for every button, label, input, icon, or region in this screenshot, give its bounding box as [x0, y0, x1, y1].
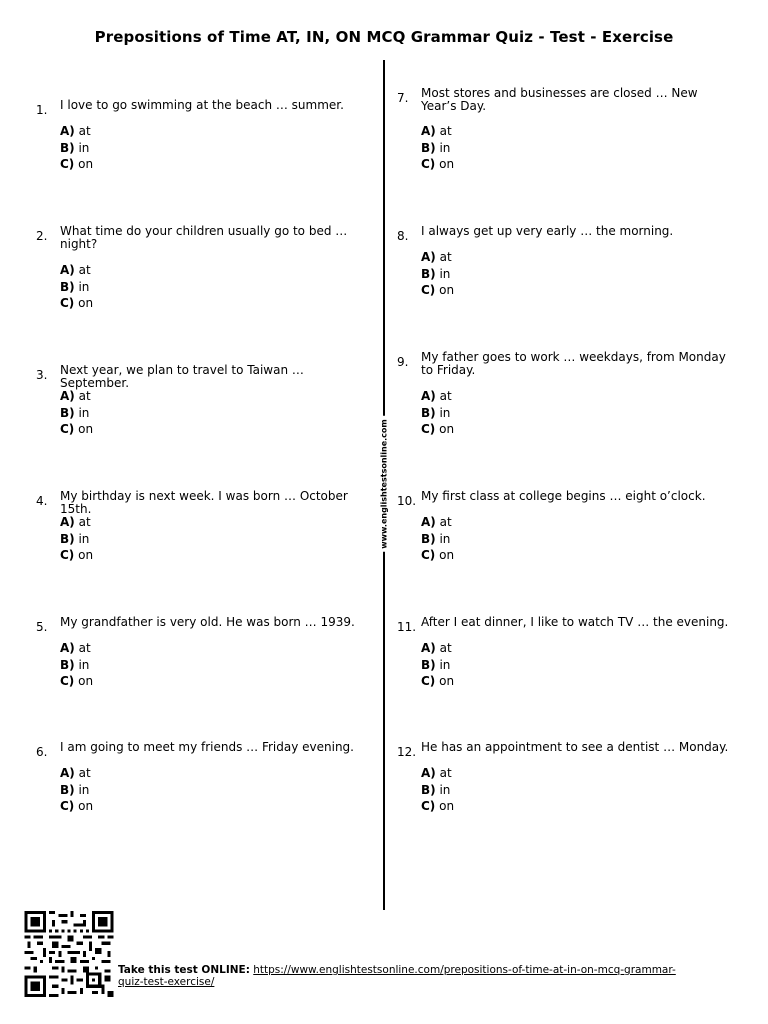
option-c[interactable]	[421, 421, 454, 438]
option-text: in	[78, 140, 90, 155]
option-c[interactable]	[60, 295, 93, 312]
option-letter: A)	[421, 389, 436, 403]
options-list	[60, 388, 93, 438]
option-c[interactable]	[60, 421, 93, 438]
option-text: on	[78, 422, 94, 436]
option-c[interactable]	[60, 798, 93, 815]
question-text: I am going to meet my friends … Friday evening.	[60, 740, 354, 754]
option-letter: C)	[60, 674, 75, 688]
options-list	[60, 640, 93, 690]
question-text: I always get up very early … the morning.	[421, 224, 674, 238]
option-text: on	[78, 799, 94, 813]
option-letter: C)	[60, 799, 75, 813]
option-c[interactable]	[60, 673, 93, 690]
option-letter: C)	[60, 548, 75, 562]
option-b[interactable]	[60, 782, 93, 799]
watermark-text: www.englishtestsonline.com	[378, 416, 391, 552]
options-list	[421, 765, 454, 815]
option-c[interactable]	[421, 798, 454, 815]
option-text: on	[439, 157, 455, 171]
option-text: at	[439, 124, 452, 138]
option-a[interactable]	[421, 249, 454, 266]
option-a[interactable]	[60, 640, 93, 657]
option-c[interactable]	[60, 547, 93, 564]
option-a[interactable]	[421, 388, 454, 405]
option-letter: A)	[421, 515, 436, 529]
test-url-link[interactable]: https://www.englishtestsonline.com/prepositions-of-time-at-in-on-mcq-grammar-quiz-test-exercise/	[118, 964, 676, 988]
option-letter: C)	[60, 296, 75, 310]
option-text: at	[439, 250, 452, 264]
question-number: 10.	[397, 494, 417, 508]
option-c[interactable]	[421, 282, 454, 299]
option-b[interactable]	[60, 279, 93, 296]
option-text: in	[78, 279, 90, 294]
option-text: on	[439, 422, 455, 436]
option-letter: A)	[421, 250, 436, 264]
question-text: He has an appointment to see a dentist … Monday.	[421, 740, 729, 754]
option-c[interactable]	[421, 547, 454, 564]
option-a[interactable]	[60, 262, 93, 279]
option-b[interactable]	[60, 657, 93, 674]
option-text: in	[78, 405, 90, 420]
options-list	[421, 249, 454, 299]
option-text: in	[439, 405, 451, 420]
question-text: My birthday is next week. I was born … October 15th.	[60, 489, 348, 516]
option-a[interactable]	[421, 640, 454, 657]
option-c[interactable]	[421, 156, 454, 173]
option-letter: B)	[60, 782, 75, 797]
options-list	[421, 388, 454, 438]
option-a[interactable]	[421, 765, 454, 782]
option-letter: A)	[421, 124, 436, 138]
question-number: 1.	[36, 103, 48, 117]
option-text: in	[439, 531, 451, 546]
option-letter: C)	[60, 422, 75, 436]
option-text: on	[78, 296, 94, 310]
options-list	[421, 640, 454, 690]
question-text: After I eat dinner, I like to watch TV … the evening.	[421, 615, 729, 629]
option-letter: B)	[421, 782, 436, 797]
option-letter: A)	[421, 641, 436, 655]
option-b[interactable]	[60, 405, 93, 422]
page-title: Prepositions of Time AT, IN, ON MCQ Grammar Quiz - Test - Exercise	[94, 28, 674, 46]
question-number: 3.	[36, 368, 48, 382]
question-text: Next year, we plan to travel to Taiwan … September.	[60, 363, 304, 390]
options-list	[60, 262, 93, 312]
option-b[interactable]	[421, 140, 454, 157]
option-text: at	[439, 515, 452, 529]
question-number: 8.	[397, 229, 409, 243]
option-letter: A)	[60, 263, 75, 277]
question-number: 5.	[36, 620, 48, 634]
question-text: My first class at college begins … eight o’clock.	[421, 489, 706, 503]
option-text: on	[439, 674, 455, 688]
option-letter: B)	[421, 405, 436, 420]
options-list	[421, 514, 454, 564]
option-text: at	[439, 766, 452, 780]
option-letter: C)	[421, 674, 436, 688]
question-text: Most stores and businesses are closed … New Year’s Day.	[421, 86, 698, 113]
option-text: at	[78, 263, 91, 277]
option-b[interactable]	[421, 531, 454, 548]
option-a[interactable]	[60, 123, 93, 140]
option-text: in	[439, 657, 451, 672]
option-letter: C)	[421, 799, 436, 813]
option-text: on	[439, 283, 455, 297]
option-letter: A)	[60, 641, 75, 655]
option-a[interactable]	[421, 514, 454, 531]
option-letter: B)	[60, 140, 75, 155]
option-text: in	[439, 782, 451, 797]
option-c[interactable]	[60, 156, 93, 173]
option-text: in	[439, 140, 451, 155]
option-letter: C)	[421, 422, 436, 436]
option-text: at	[439, 389, 452, 403]
option-letter: C)	[421, 548, 436, 562]
question-number: 2.	[36, 229, 48, 243]
option-letter: B)	[60, 279, 75, 294]
options-list	[60, 514, 93, 564]
options-list	[60, 123, 93, 173]
option-letter: B)	[60, 405, 75, 420]
option-letter: A)	[60, 124, 75, 138]
option-text: at	[78, 515, 91, 529]
option-text: in	[78, 657, 90, 672]
option-text: in	[78, 531, 90, 546]
option-a[interactable]	[60, 388, 93, 405]
option-text: at	[78, 766, 91, 780]
footer-online-link	[118, 964, 678, 988]
option-b[interactable]	[421, 657, 454, 674]
question-text: My grandfather is very old. He was born … 1939.	[60, 615, 355, 629]
option-letter: C)	[421, 283, 436, 297]
question-text: I love to go swimming at the beach … summer.	[60, 98, 344, 112]
question-text: My father goes to work … weekdays, from Monday to Friday.	[421, 350, 726, 377]
option-letter: B)	[421, 266, 436, 281]
question-number: 6.	[36, 745, 48, 759]
question-number: 9.	[397, 355, 409, 369]
option-text: at	[439, 641, 452, 655]
option-text: on	[439, 799, 455, 813]
question-number: 4.	[36, 494, 48, 508]
option-letter: A)	[60, 515, 75, 529]
option-b[interactable]	[421, 266, 454, 283]
question-number: 7.	[397, 91, 409, 105]
option-b[interactable]	[60, 531, 93, 548]
option-text: on	[78, 674, 94, 688]
option-text: at	[78, 124, 91, 138]
option-text: at	[78, 389, 91, 403]
footer-label: Take this test ONLINE:	[118, 964, 250, 976]
question-number: 11.	[397, 620, 417, 634]
option-text: at	[78, 641, 91, 655]
option-b[interactable]	[60, 140, 93, 157]
option-letter: A)	[421, 766, 436, 780]
option-a[interactable]	[60, 765, 93, 782]
option-c[interactable]	[421, 673, 454, 690]
options-list	[60, 765, 93, 815]
option-letter: B)	[60, 657, 75, 672]
question-number: 12.	[397, 745, 417, 759]
options-list	[421, 123, 454, 173]
option-letter: A)	[60, 766, 75, 780]
option-letter: B)	[421, 140, 436, 155]
option-a[interactable]	[60, 514, 93, 531]
option-text: on	[78, 157, 94, 171]
option-b[interactable]	[421, 405, 454, 422]
option-letter: A)	[60, 389, 75, 403]
option-letter: C)	[421, 157, 436, 171]
option-a[interactable]	[421, 123, 454, 140]
qr-code-icon[interactable]	[24, 911, 114, 997]
option-letter: B)	[421, 657, 436, 672]
question-text: What time do your children usually go to bed … night?	[60, 224, 348, 251]
option-b[interactable]	[421, 782, 454, 799]
option-text: on	[439, 548, 455, 562]
option-letter: C)	[60, 157, 75, 171]
option-text: in	[439, 266, 451, 281]
option-text: on	[78, 548, 94, 562]
option-letter: B)	[421, 531, 436, 546]
option-letter: B)	[60, 531, 75, 546]
option-text: in	[78, 782, 90, 797]
